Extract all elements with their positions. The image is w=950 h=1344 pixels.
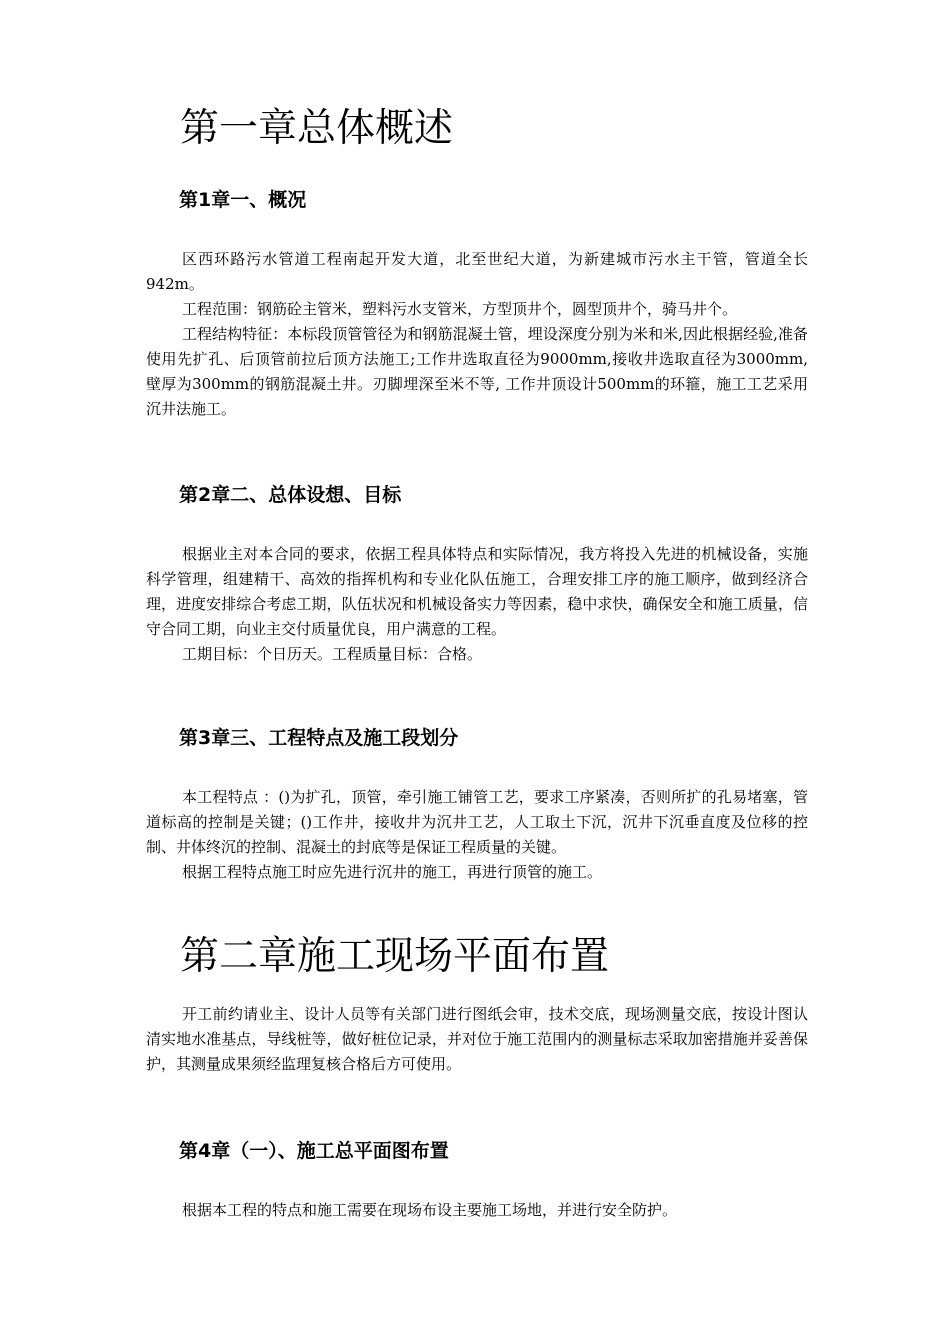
- section-2-paragraph-1: 根据业主对本合同的要求，依据工程具体特点和实际情况，我方将投入先进的机械设备，实施科学管理，组建精干、高效的指挥机构和专业化队伍施工，合理安排工序的施工顺序，做到经济合理，进度安排综合考虑工期，队伍状况和机械设备实力等因素，稳中求快，确保安全和施工质量，信守合同工期，向业主交付质量优良，用户满意的工程。: [146, 545, 808, 638]
- chapter-2-intro-paragraph: 开工前约请业主、设计人员等有关部门进行图纸会审，技术交底，现场测量交底，按设计图认清实地水准基点，导线桩等，做好桩位记录，并对位于施工范围内的测量标志采取加密措施并妥善保护，其测量成果须经监理复核合格后方可使用。: [146, 1005, 808, 1073]
- section-1-paragraph-3: 工程结构特征：本标段顶管管径为和钢筋混凝土管，埋设深度分别为米和米,因此根据经验,准备使用先扩孔、后顶管前拉后顶方法施工;工作井选取直径为9000mm,接收井选取直径为3000mm, 壁厚为300mm的钢筋混凝土井。刃脚埋深至米不等, 工作井顶设计500mm的环箍，施工工艺采用沉井法施工。: [146, 325, 808, 418]
- section-3-paragraph-2: 根据工程特点施工时应先进行沉井的施工，再进行顶管的施工。: [182, 863, 603, 881]
- chapter-1-title: 第一章总体概述: [180, 106, 454, 151]
- section-1-paragraph-2: 工程范围：钢筋砼主管米，塑料污水支管米，方型顶井个，圆型顶井个，骑马井个。: [182, 300, 738, 318]
- section-1-paragraph-1: 区西环路污水管道工程南起开发大道，北至世纪大道，为新建城市污水主干管，管道全长942m。: [146, 250, 808, 293]
- section-2-heading: 第2章二、总体设想、目标: [179, 484, 402, 506]
- chapter-2-title: 第二章施工现场平面布置: [180, 934, 610, 979]
- section-3-heading: 第3章三、工程特点及施工段划分: [179, 727, 459, 749]
- section-1-heading: 第1章一、概况: [179, 189, 307, 211]
- section-2-paragraph-2: 工期目标：个日历天。工程质量目标：合格。: [182, 645, 483, 663]
- section-3-paragraph-1: 本工程特点 ：()为扩孔，顶管，牵引施工铺管工艺，要求工序紧凑，否则所扩的孔易堵塞，管道标高的控制是关键；()工作井，接收井为沉井工艺，人工取土下沉，沉井下沉垂直度及位移的控制、井体终沉的控制、混凝土的封底等是保证工程质量的关键。: [146, 788, 808, 856]
- section-4-heading: 第4章（一）、施工总平面图布置: [179, 1140, 449, 1162]
- section-4-paragraph-1: 根据本工程的特点和施工需要在现场布设主要施工场地，并进行安全防护。: [182, 1201, 678, 1219]
